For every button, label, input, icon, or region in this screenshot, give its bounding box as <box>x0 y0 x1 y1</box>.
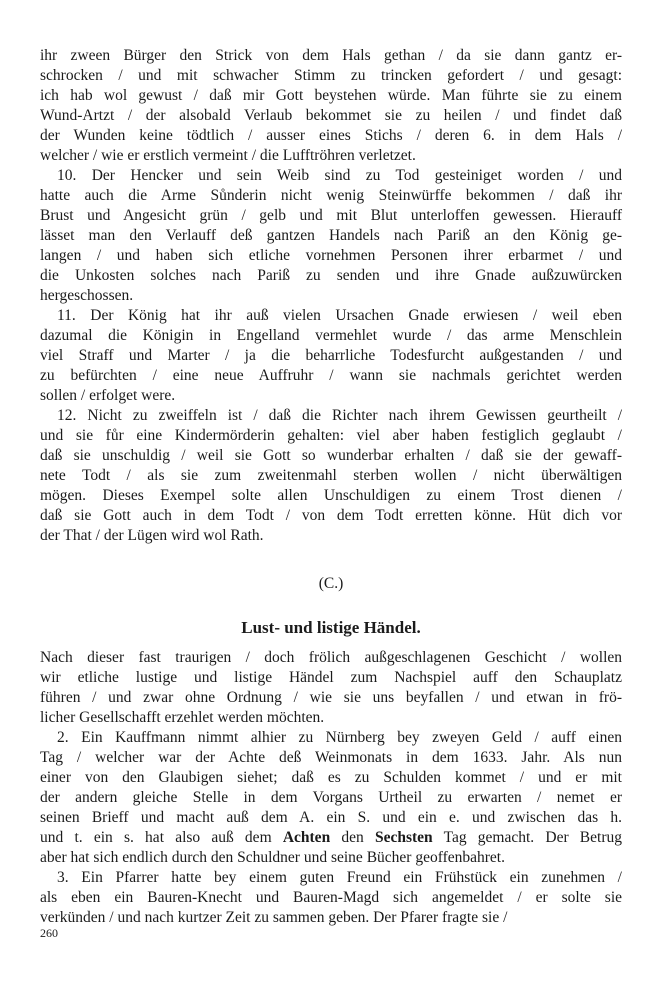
paragraph <box>40 728 622 868</box>
text-line: 3. Ein Pfarrer hatte bey einem guten Freund ein Frühstück ein zunehmen / <box>57 869 622 886</box>
text-line: hergeschossen. <box>40 287 134 304</box>
text-line: wir etliche lustige und listige Händel zum Nachspiel auff den Schauplatz <box>40 669 622 686</box>
text-line: viel Straff und Marter / ja die beharrliche Todesfurcht außgestanden / und <box>40 347 622 364</box>
paragraph <box>40 868 622 928</box>
text-line: nete Todt / als sie zum zweitenmahl sterben wollen / nicht überwältigen <box>40 467 622 484</box>
text-line: welcher / wie er erstlich vermeint / die Lufftröhren verletzet. <box>40 147 416 164</box>
text-line: der Wunden keine tödtlich / ausser eines Stichs / deren 6. in dem Hals / <box>40 127 622 144</box>
text-line: und sie fůr eine Kindermörderin gehalten: viel aber haben festiglich geglaubt / <box>40 427 622 444</box>
text-line: führen / und zwar ohne Ordnung / wie sie uns beyfallen / und etwan in frö- <box>40 689 622 706</box>
text-line: einer von den Glaubigen siehet; daß es zu Schulden kommet / und er mit <box>40 769 622 786</box>
text-line: die Unkosten solches nach Pariß zu senden und ihre Gnade außzuwürcken <box>40 267 622 284</box>
text-line: der andern gleiche Stelle in dem Vorgans Urtheil zu erwarten / nemet er <box>40 789 622 806</box>
text-line: 12. Nicht zu zweiffeln ist / daß die Richter nach ihrem Gewissen geurtheilt / <box>57 407 622 424</box>
text-line: langen / und haben sich etliche vornehmen Personen ihrer erbarmet / und <box>40 247 622 264</box>
paragraph <box>40 306 622 406</box>
text-line: dazumal die Königin in Engelland vermehlet wurde / das arme Menschlein <box>40 327 622 344</box>
section-title: Lust- und listige Händel. <box>241 618 421 637</box>
text-line: lässet man den Verlauff deß gantzen Handels nach Pariß an den König ge- <box>40 227 622 244</box>
text-line: seinen Brieff und macht auß dem A. ein S. und ein e. und zwischen das h. <box>40 809 622 826</box>
page-number: 260 <box>40 926 58 940</box>
paragraph <box>40 406 622 546</box>
text-line: daß sie unschuldig / weil sie Gott so wunderbar erhalten / daß sie der gewaff- <box>40 447 622 464</box>
section-marker: (C.) <box>318 575 344 592</box>
text-line: mögen. Dieses Exempel solte allen Unschuldigen zu einem Trost dienen / <box>40 487 622 504</box>
text-line: ich hab wol gewust / daß mir Gott beystehen würde. Man führte sie zu einem <box>40 87 622 104</box>
text-line: Wund-Artzt / der alsobald Verlaub bekommet sie zu heilen / und findet daß <box>40 107 622 124</box>
paragraph <box>40 46 622 166</box>
text-line: ihr zween Bürger den Strick von dem Hals gethan / da sie dann gantz er- <box>40 47 622 64</box>
text-line: hatte auch die Arme Sůnderin nicht wenig Steinwürffe bekommen / daß ihr <box>40 187 622 204</box>
text-line: der That / der Lügen wird wol Rath. <box>40 527 264 544</box>
page-text-block <box>40 46 622 928</box>
text-line: verkünden / und nach kurtzer Zeit zu sammen geben. Der Pfarer fragte sie / <box>40 909 508 926</box>
text-line: 2. Ein Kauffmann nimmt alhier zu Nürnberg bey zweyen Geld / auff einen <box>57 729 622 746</box>
text-line: 11. Der König hat ihr auß vielen Ursachen Gnade erwiesen / weil eben <box>57 307 622 324</box>
text-line: schrocken / und mit schwacher Stimm zu trincken gefordert / und gesagt: <box>40 67 622 84</box>
text-line: aber hat sich endlich durch den Schuldner und seine Bücher geoffenbahret. <box>40 849 505 866</box>
paragraph <box>40 166 622 306</box>
text-line: Nach dieser fast traurigen / doch frölich außgeschlagenen Geschicht / wollen <box>40 649 622 666</box>
text-line: als eben ein Bauren-Knecht und Bauren-Magd sich angemeldet / er solte sie <box>40 889 622 906</box>
paragraph <box>40 648 622 728</box>
text-line: Brust und Angesicht grün / gelb und mit Blut unterloffen gewessen. Hierauff <box>40 207 622 224</box>
text-line: licher Gesellschafft erzehlet werden möchten. <box>40 709 325 726</box>
text-line: Tag / welcher war der Achte deß Weinmonats in dem 1633. Jahr. Als nun <box>40 749 622 766</box>
text-line: sollen / erfolget were. <box>40 387 176 404</box>
text-line: und t. ein s. hat also auß dem Achten den Sechsten Tag gemacht. Der Betrug <box>40 829 622 846</box>
text-line: zu befürchten / eine neue Auffruhr / wann sie nachmals gerichtet werden <box>40 367 622 384</box>
text-line: 10. Der Hencker und sein Weib sind zu Tod gesteiniget worden / und <box>57 167 622 184</box>
text-line: daß sie Gott auch in dem Todt / von dem Todt erretten könne. Hüt dich vor <box>40 507 622 524</box>
